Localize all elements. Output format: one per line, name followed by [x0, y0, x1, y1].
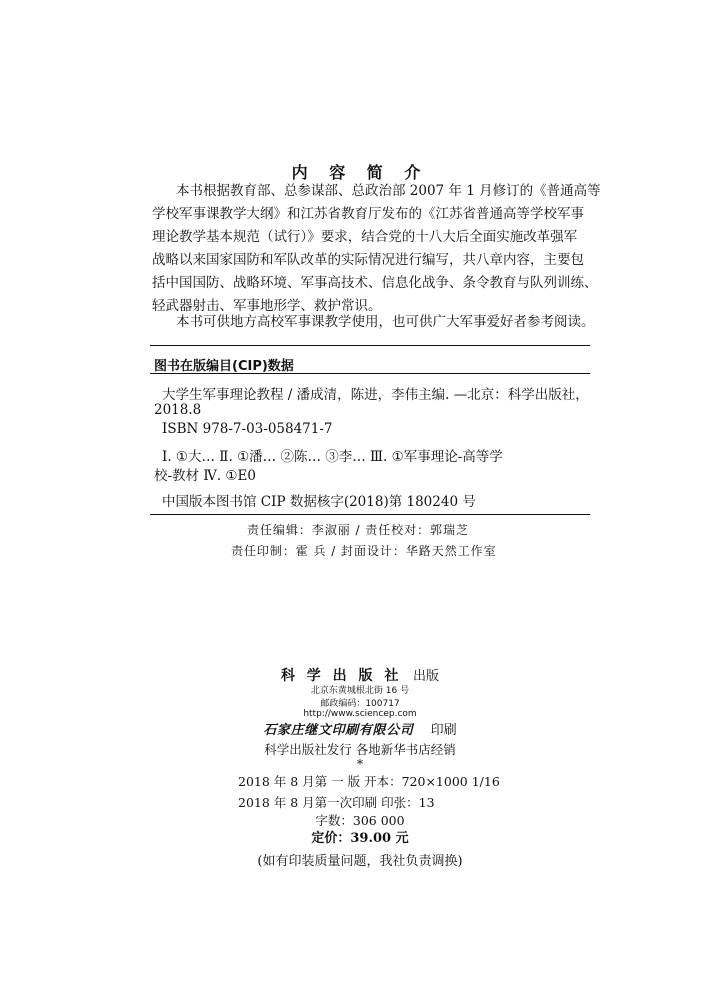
cip-class-line2: 校-教材 Ⅳ. ①E0 — [154, 468, 256, 484]
publisher-name: 科 学 出 版 社 — [280, 668, 402, 684]
quality-note: (如有印装质量问题，我社负责调换) — [257, 854, 463, 869]
price: 定价：39.00 元 — [311, 831, 409, 846]
intro-para2: 本书可供地方高校军事课教学使用，也可供广大军事爱好者参考阅读。 — [176, 314, 595, 330]
intro-para1-line4: 战略以来国家国防和军队改革的实际情况进行编写，共八章内容，主要包 — [152, 252, 584, 268]
cip-isbn: ISBN 978-7-03-058471-7 — [162, 421, 333, 437]
publisher-suffix: 出版 — [413, 669, 440, 684]
cip-heading: 图书在版编目(CIP)数据 — [154, 359, 294, 374]
cip-heading-rule — [150, 373, 590, 374]
publisher-website: http://www.sciencep.com — [303, 709, 417, 719]
separator-star: * — [356, 756, 364, 771]
printing-line: 2018 年 8 月第一次印刷 印张：13 — [238, 795, 435, 810]
intro-title: 内 容 简 介 — [291, 163, 429, 182]
printer-name: 石家庄继文印刷有限公司 — [263, 723, 414, 738]
responsibility-line2: 责任印制：霍 兵 / 封面设计：华路天然工作室 — [231, 544, 497, 558]
publisher-address: 北京东黄城根北街 16 号 — [310, 686, 410, 696]
responsibility-line1: 责任编辑：李淑丽 / 责任校对：郭瑞芝 — [247, 523, 469, 537]
intro-para1-line1: 本书根据教育部、总参谋部、总政治部 2007 年 1 月修订的《普通高等 — [176, 183, 601, 199]
word-count: 字数：306 000 — [315, 813, 405, 828]
intro-para1-line2: 学校军事课教学大纲》和江苏省教育厅发布的《江苏省普通高等学校军事 — [152, 206, 584, 222]
cip-date-line: 2018.8 — [154, 402, 202, 418]
edition-line: 2018 年 8 月第 一 版 开本：720×1000 1/16 — [238, 774, 500, 789]
cip-class-line1: Ⅰ. ①大… Ⅱ. ①潘… ②陈… ③李… Ⅲ. ①军事理论-高等学 — [162, 449, 503, 465]
cip-title-line: 大学生军事理论教程 / 潘成清，陈进，李伟主编. —北京：科学出版社， — [162, 387, 589, 403]
printer-suffix: 印刷 — [430, 723, 457, 738]
cip-top-rule — [150, 345, 590, 346]
distribution: 科学出版社发行 各地新华书店经销 — [264, 742, 456, 757]
publisher-postcode: 邮政编码：100717 — [320, 699, 400, 709]
intro-para1-line5: 括中国国防、战略环境、军事高技术、信息化战争、条令教育与队列训练、 — [152, 275, 598, 291]
cip-bottom-rule — [150, 514, 590, 515]
publisher-row — [0, 665, 720, 685]
intro-para1-line6: 轻武器射击、军事地形学、救护常识。 — [152, 298, 382, 314]
cip-number: 中国版本图书馆 CIP 数据核字(2018)第 180240 号 — [162, 494, 476, 510]
printer-row — [0, 719, 720, 738]
intro-para1-line3: 理论教学基本规范（试行）》要求，结合党的十八大后全面实施改革强军 — [152, 229, 578, 245]
